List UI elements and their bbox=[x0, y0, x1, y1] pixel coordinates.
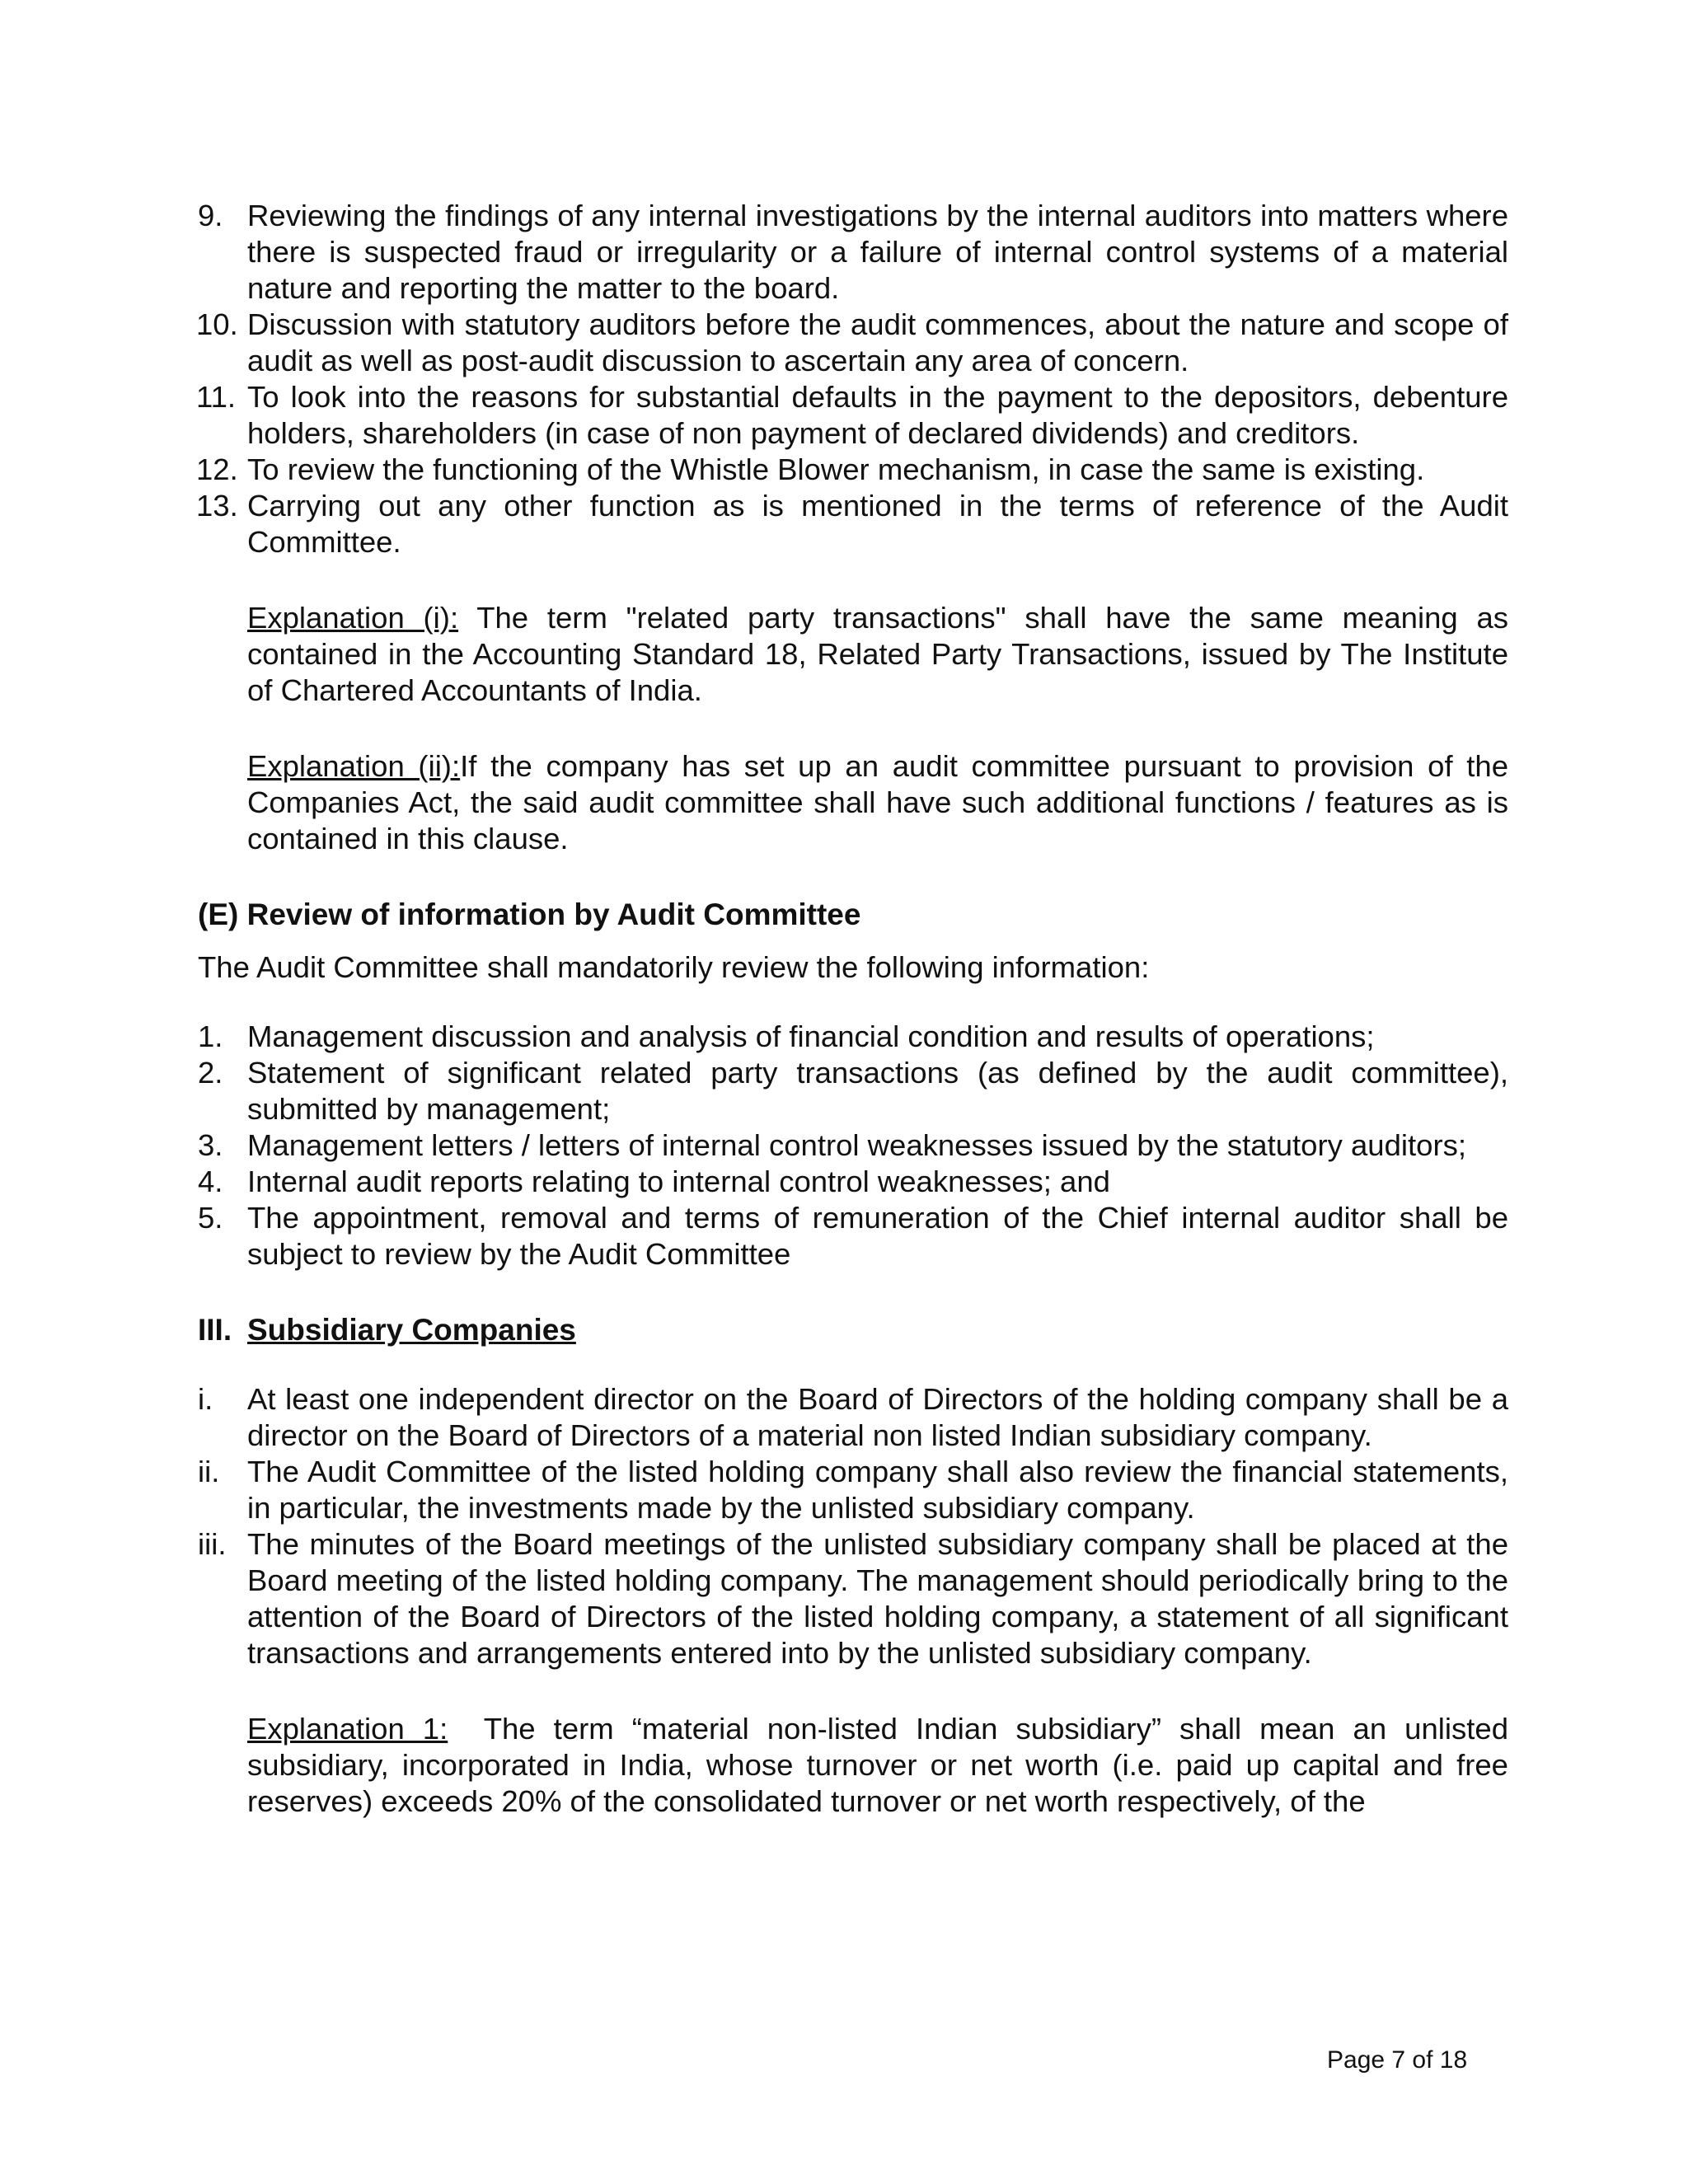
item-number: i. bbox=[198, 1382, 213, 1416]
item-text: The Audit Committee of the listed holding company shall also review the financial statements, in particular, the investments made by the unlisted subsidiary company. bbox=[247, 1455, 1508, 1525]
list-item bbox=[198, 379, 1508, 452]
item-number: 11. bbox=[196, 380, 237, 414]
item-text: Statement of significant related party transactions (as defined by the audit committee), submitted by management; bbox=[247, 1056, 1508, 1126]
list-item bbox=[198, 1127, 1508, 1164]
item-text: To look into the reasons for substantial defaults in the payment to the depositors, debenture holders, shareholders (in case of non payment of declared dividends) and creditors. bbox=[247, 380, 1508, 450]
explanation-i-label: Explanation (i): bbox=[247, 601, 459, 635]
review-information-list bbox=[198, 1019, 1508, 1272]
list-item bbox=[198, 198, 1508, 307]
page-content bbox=[198, 198, 1508, 1820]
item-text: Discussion with statutory auditors before the audit commences, about the nature and scope of audit as well as post-audit discussion to ascertain any area of concern. bbox=[247, 307, 1508, 377]
section-iii-title: Subsidiary Companies bbox=[247, 1313, 576, 1347]
item-number: 13. bbox=[196, 489, 238, 523]
page-number: Page 7 of 18 bbox=[1327, 2046, 1468, 2074]
list-item bbox=[198, 488, 1508, 560]
item-number: 2. bbox=[198, 1056, 223, 1090]
explanation-i-text: The term "related party transactions" shall have the same meaning as contained in the Accounting Standard 18, Related Party Transactions, issued by The Institute of Chartered Accountants of India. bbox=[247, 601, 1509, 707]
item-text: The minutes of the Board meetings of the unlisted subsidiary company shall be placed at the Board meeting of the listed holding company. The management should periodically bring to the attention of the Board of Directors of the listed holding company, a statement of all significant transactions and arrangements entered into by the unlisted subsidiary company. bbox=[247, 1527, 1508, 1670]
item-number: 5. bbox=[198, 1201, 223, 1235]
list-item bbox=[198, 1164, 1508, 1200]
list-item bbox=[198, 1381, 1508, 1454]
item-number: 1. bbox=[198, 1019, 223, 1053]
list-item bbox=[198, 452, 1508, 488]
explanation-1 bbox=[247, 1711, 1508, 1820]
item-text: Management discussion and analysis of financial condition and results of operations; bbox=[247, 1019, 1375, 1053]
item-number: 3. bbox=[198, 1128, 223, 1162]
item-number: ii. bbox=[198, 1455, 220, 1488]
item-number: 4. bbox=[198, 1165, 223, 1198]
explanation-ii bbox=[247, 748, 1508, 857]
item-number: 12. bbox=[196, 452, 238, 486]
list-item bbox=[198, 1454, 1508, 1526]
explanation-1-label: Explanation 1: bbox=[247, 1712, 448, 1746]
audit-functions-list bbox=[198, 198, 1508, 560]
section-iii-heading bbox=[198, 1312, 1508, 1348]
list-item bbox=[198, 1526, 1508, 1671]
list-item bbox=[198, 307, 1508, 379]
section-e-heading: (E) Review of information by Audit Committee bbox=[198, 898, 861, 931]
item-text: Carrying out any other function as is mentioned in the terms of reference of the Audit Committee. bbox=[247, 489, 1508, 559]
section-e-intro: The Audit Committee shall mandatorily review the following information: bbox=[198, 950, 1150, 984]
item-number: 10. bbox=[196, 307, 238, 341]
explanation-i bbox=[247, 600, 1508, 709]
item-text: At least one independent director on the Board of Directors of the holding company shall be a director on the Board of Directors of a material non listed Indian subsidiary company. bbox=[247, 1382, 1508, 1452]
explanation-1-text: The term “material non-listed Indian subsidiary” shall mean an unlisted subsidiary, incorporated in India, whose turnover or net worth (i.e. paid up capital and free reserves) exceeds 20% of the consolidated turnover or net worth respectively, of the bbox=[247, 1712, 1508, 1818]
explanation-ii-text: If the company has set up an audit committee pursuant to provision of the Companies Act, the said audit committee shall have such additional functions / features as is contained in this clause. bbox=[247, 749, 1509, 855]
list-item bbox=[198, 1019, 1508, 1055]
item-text: The appointment, removal and terms of remuneration of the Chief internal auditor shall be subject to review by the Audit Committee bbox=[247, 1201, 1508, 1271]
item-text: Reviewing the findings of any internal investigations by the internal auditors into matters where there is suspected fraud or irregularity or a failure of internal control systems of a material nature and reporting the matter to the board. bbox=[247, 199, 1508, 305]
list-item bbox=[198, 1055, 1508, 1127]
item-text: To review the functioning of the Whistle Blower mechanism, in case the same is existing. bbox=[247, 452, 1425, 486]
subsidiary-list bbox=[198, 1381, 1508, 1671]
item-text: Management letters / letters of internal control weaknesses issued by the statutory auditors; bbox=[247, 1128, 1466, 1162]
item-text: Internal audit reports relating to internal control weaknesses; and bbox=[247, 1165, 1110, 1198]
item-number: 9. bbox=[198, 199, 223, 232]
item-number: iii. bbox=[198, 1527, 227, 1561]
section-iii-numeral: III. bbox=[198, 1313, 232, 1347]
explanation-ii-label: Explanation (ii): bbox=[247, 749, 461, 783]
list-item bbox=[198, 1200, 1508, 1272]
